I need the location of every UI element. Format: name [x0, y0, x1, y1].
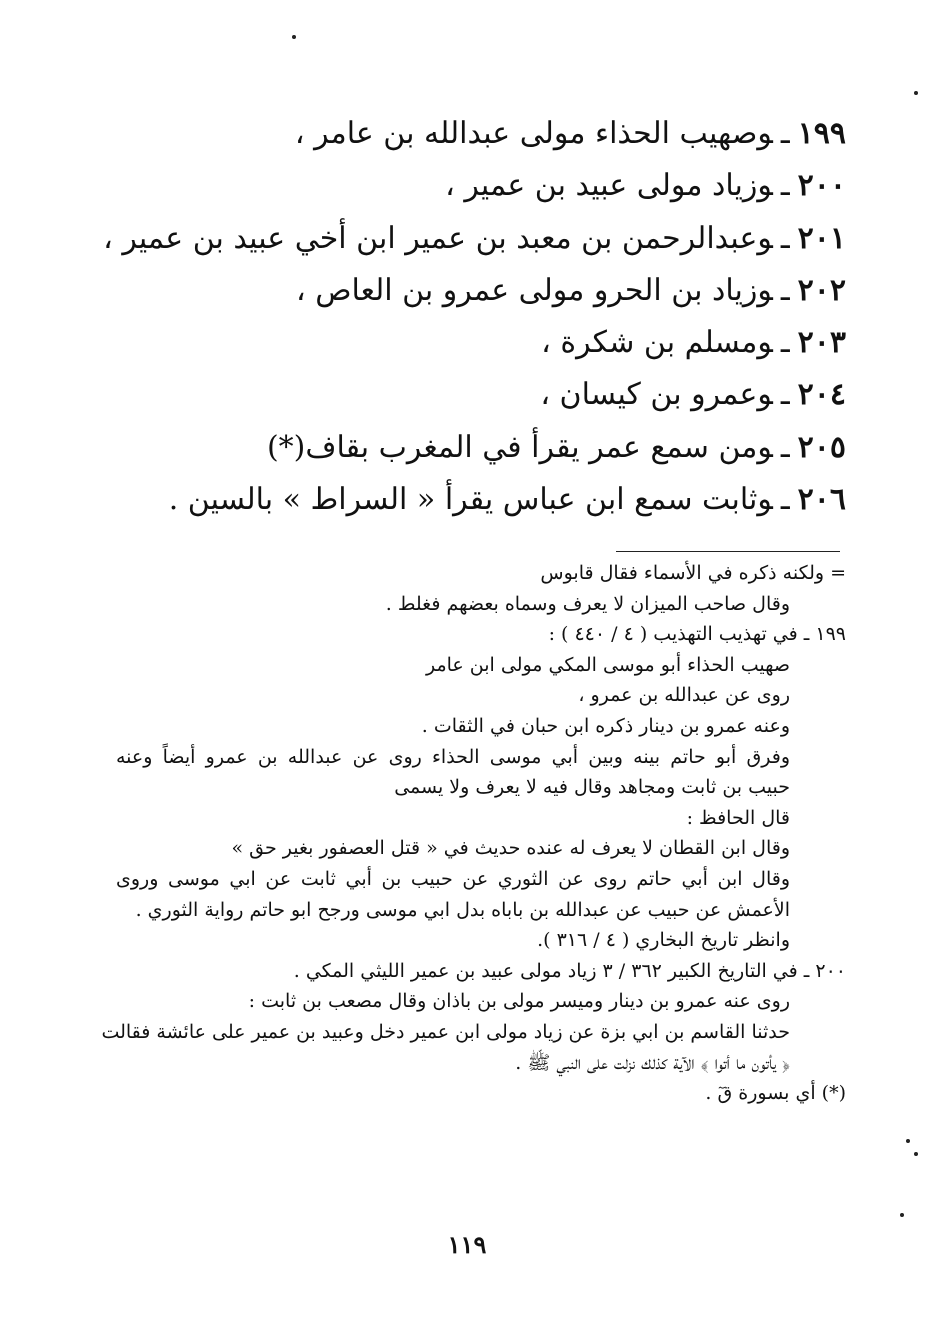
scan-speck	[914, 91, 918, 95]
footnote-line: ١٩٩ ـ في تهذيب التهذيب ( ٤ / ٤٤٠ ) :	[548, 623, 846, 646]
entry-199: ١٩٩ـوصهيب الحذاء مولى عبدالله بن عامر ،	[294, 116, 846, 151]
asterisk-note: (*) أي بسورة قٓ .	[705, 1082, 846, 1105]
entry-204: ٢٠٤ـوعمرو بن كيسان ،	[540, 377, 846, 413]
footnote-line: صهيب الحذاء أبو موسى المكي مولى ابن عامر	[425, 653, 790, 676]
entry-205: ٢٠٥ـومن سمع عمر يقرأ في المغرب بقاف(*)	[266, 429, 846, 465]
footnote-line: قال الحافظ :	[686, 806, 790, 829]
footnote-divider	[616, 551, 840, 552]
footnote-line: وانظر تاريخ البخاري ( ٤ / ٣١٦ ).	[537, 929, 790, 952]
footnote-line: = ولكنه ذكره في الأسماء فقال قابوس	[540, 562, 846, 584]
entry-203: ٢٠٣ـومسلم بن شكرة ،	[541, 325, 846, 361]
scan-speck	[914, 1152, 918, 1156]
entry-200: ٢٠٠ـوزياد مولى عبيد بن عمير ،	[445, 168, 846, 204]
footnote-line: وقال ابن القطان لا يعرف له عنده حديث في « قتل العصفور بغير حق »	[231, 837, 790, 860]
page-number: ١١٩	[447, 1230, 487, 1259]
scan-speck	[900, 1213, 904, 1217]
footnote-line: حبيب بن ثابت ومجاهد وقال فيه لا يعرف ولا يسمى	[394, 776, 790, 799]
main-entry-list	[103, 108, 846, 526]
footnote-line: روى عنه عمرو بن دينار وميسر مولى بن باذان وقال مصعب بن ثابت :	[248, 990, 790, 1013]
footnote-line: الأعمش عن حبيب عن عبدالله بن باباه بدل ابي موسى ورجح ابو حاتم رواية الثوري .	[135, 898, 790, 921]
footnote-line: وفرق أبو حاتم بينه وبين أبي موسى الحذاء روى عن عبدالله بن عمرو أيضاً وعنه	[116, 745, 790, 768]
footnotes	[101, 558, 846, 1109]
footnote-line: ٢٠٠ ـ في التاريخ الكبير ٣٦٢ / ٣ زياد مولى عبيد بن عمير الليثي المكي .	[293, 959, 846, 982]
scan-speck	[906, 1139, 910, 1143]
footnote-line: ﴿ يأتون ما أتوا ﴾ الآية كذلك نزلت على النبي ﷺ .	[515, 1051, 790, 1074]
footnote-line: وعنه عمرو بن دينار ذكره ابن حبان في الثقات .	[421, 714, 790, 737]
footnote-line: حدثنا القاسم بن ابي بزة عن زياد مولى ابن عمير دخل وعبيد بن عمير على عائشة فقالت	[101, 1020, 790, 1043]
footnote-line: روى عن عبدالله بن عمرو ،	[578, 684, 790, 707]
entry-201: ٢٠١ـوعبدالرحمن بن معبد بن عمير ابن أخي عبيد بن عمير ،	[103, 220, 846, 256]
footnote-line: وقال ابن أبي حاتم روى عن الثوري عن حبيب بن أبي ثابت عن ابي موسى وروى	[116, 867, 790, 890]
footnote-line: وقال صاحب الميزان لا يعرف وسماه بعضهم فغلط .	[385, 592, 790, 615]
entry-206: ٢٠٦ـوثابت سمع ابن عباس يقرأ « السراط » بالسين .	[168, 482, 846, 518]
entry-202: ٢٠٢ـوزياد بن الحرو مولى عمرو بن العاص ،	[295, 272, 846, 308]
scan-speck	[292, 35, 296, 39]
